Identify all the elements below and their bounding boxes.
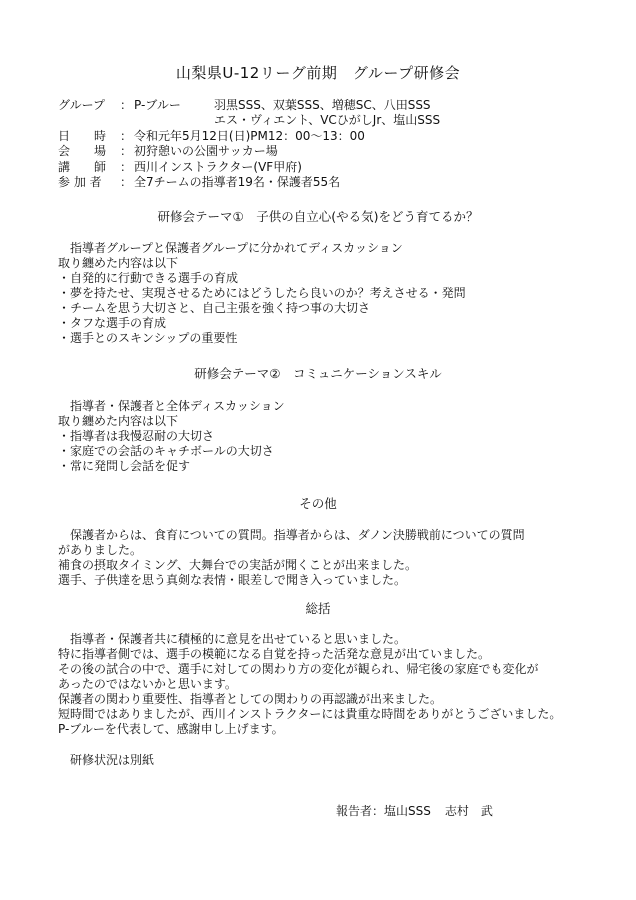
venue-value: 初狩憩いの公園サッカー場 xyxy=(134,144,278,159)
group-teams-line-2-row xyxy=(58,113,440,128)
theme1-item: ・自発的に行動できる選手の育成 xyxy=(58,271,239,285)
info-row-lecturer xyxy=(58,160,440,175)
group-teams-line-2: エス・ヴィエント、VCひがしJr、塩山SSS xyxy=(214,113,441,128)
document-title: 山梨県U-12リーグ前期 グループ研修会 xyxy=(175,64,461,82)
summary-line: 特に指導者側では、選手の模範になる自覚を持った活発な意見が出ていました。 xyxy=(58,647,491,661)
theme1-item: ・選手とのスキンシップの重要性 xyxy=(58,331,238,345)
attendees-label: 参 加 者 xyxy=(58,175,102,190)
summary-line: 短時間ではありましたが、西川インストラクターには貴重な時間をありがとうございました。 xyxy=(58,707,562,721)
other-line: 補食の摂取タイミング、大舞台での実話が聞くことが出来ました。 xyxy=(58,558,418,572)
other-line: 選手、子供達を思う真剣な表情・眼差しで聞き入っていました。 xyxy=(58,573,407,587)
theme2-heading: 研修会テーマ② コミュニケーションスキル xyxy=(194,366,442,381)
summary-line: あったのではないかと思います。 xyxy=(58,677,237,691)
attendees-value: 全7チームの指導者19名・保護者55名 xyxy=(134,175,341,190)
other-line: 保護者からは、食育についての質問。指導者からは、ダノン決勝戦前についての質問 xyxy=(70,528,525,542)
summary-line: その後の試合の中で、選手に対しての関わり方の変化が観られ、帰宅後の家庭でも変化が xyxy=(58,662,539,676)
date-value: 令和元年5月12日(日)PM12：00～13：00 xyxy=(134,128,365,143)
colon: ： xyxy=(120,128,133,143)
attachment-note: 研修状況は別紙 xyxy=(70,753,155,767)
theme2-item: ・常に発問し会話を促す xyxy=(58,459,191,473)
summary-line: 指導者・保護者共に積極的に意見を出せていると思いました。 xyxy=(70,632,407,646)
theme1-item: ・夢を持たせ、実現させるためにはどうしたら良いのか？考えさせる・発問 xyxy=(58,286,466,300)
summary-line: 保護者の関わり重要性、指導者としての関わりの再認識が出来ました。 xyxy=(58,692,443,706)
other-heading: その他 xyxy=(299,496,337,511)
reporter-line xyxy=(336,802,493,819)
theme1-summary-label: 取り纏めた内容は以下 xyxy=(58,256,179,270)
reporter-name: 志村 武 xyxy=(444,804,493,818)
lecturer-value: 西川インストラクター(VF甲府) xyxy=(134,159,302,174)
summary-line: P-ブルーを代表して、感謝申し上げます。 xyxy=(58,722,284,736)
theme2-section xyxy=(58,399,285,474)
colon: ： xyxy=(120,159,133,174)
theme2-item: ・指導者は我慢忍耐の大切さ xyxy=(58,429,215,443)
other-section xyxy=(58,528,525,588)
group-name: P-ブルー xyxy=(134,98,181,112)
theme1-item: ・チームを思う大切さと、自己主張を強く持つ事の大切さ xyxy=(58,301,371,315)
theme1-heading: 研修会テーマ① 子供の自立心(やる気)をどう育てるか？ xyxy=(157,209,479,224)
lecturer-label: 講 師 xyxy=(58,159,107,174)
date-label: 日 時 xyxy=(58,128,107,143)
info-row-attendees xyxy=(58,175,440,190)
reporter-label: 報告者：塩山SSS xyxy=(336,804,431,818)
venue-label: 会 場 xyxy=(58,144,107,159)
other-line: がありました。 xyxy=(58,543,143,557)
info-row-date xyxy=(58,129,440,144)
summary-section xyxy=(58,632,561,768)
info-table xyxy=(58,98,440,190)
theme1-section xyxy=(58,241,466,346)
theme1-intro: 指導者グループと保護者グループに分かれてディスカッション xyxy=(70,241,403,255)
group-label: グループ xyxy=(58,98,106,112)
group-teams-line-1: 羽黒SSS、双葉SSS、増穂SC、八田SSS xyxy=(214,98,431,112)
theme2-item: ・家庭での会話のキャチボールの大切さ xyxy=(58,444,274,458)
info-row-group xyxy=(58,98,440,113)
theme1-item: ・タフな選手の育成 xyxy=(58,316,167,330)
theme2-summary-label: 取り纏めた内容は以下 xyxy=(58,414,179,428)
theme2-intro: 指導者・保護者と全体ディスカッション xyxy=(70,399,285,413)
summary-heading: 総括 xyxy=(305,601,331,616)
colon: ： xyxy=(120,98,133,112)
info-row-venue xyxy=(58,144,440,159)
colon: ： xyxy=(120,144,133,159)
colon: ： xyxy=(120,175,133,190)
